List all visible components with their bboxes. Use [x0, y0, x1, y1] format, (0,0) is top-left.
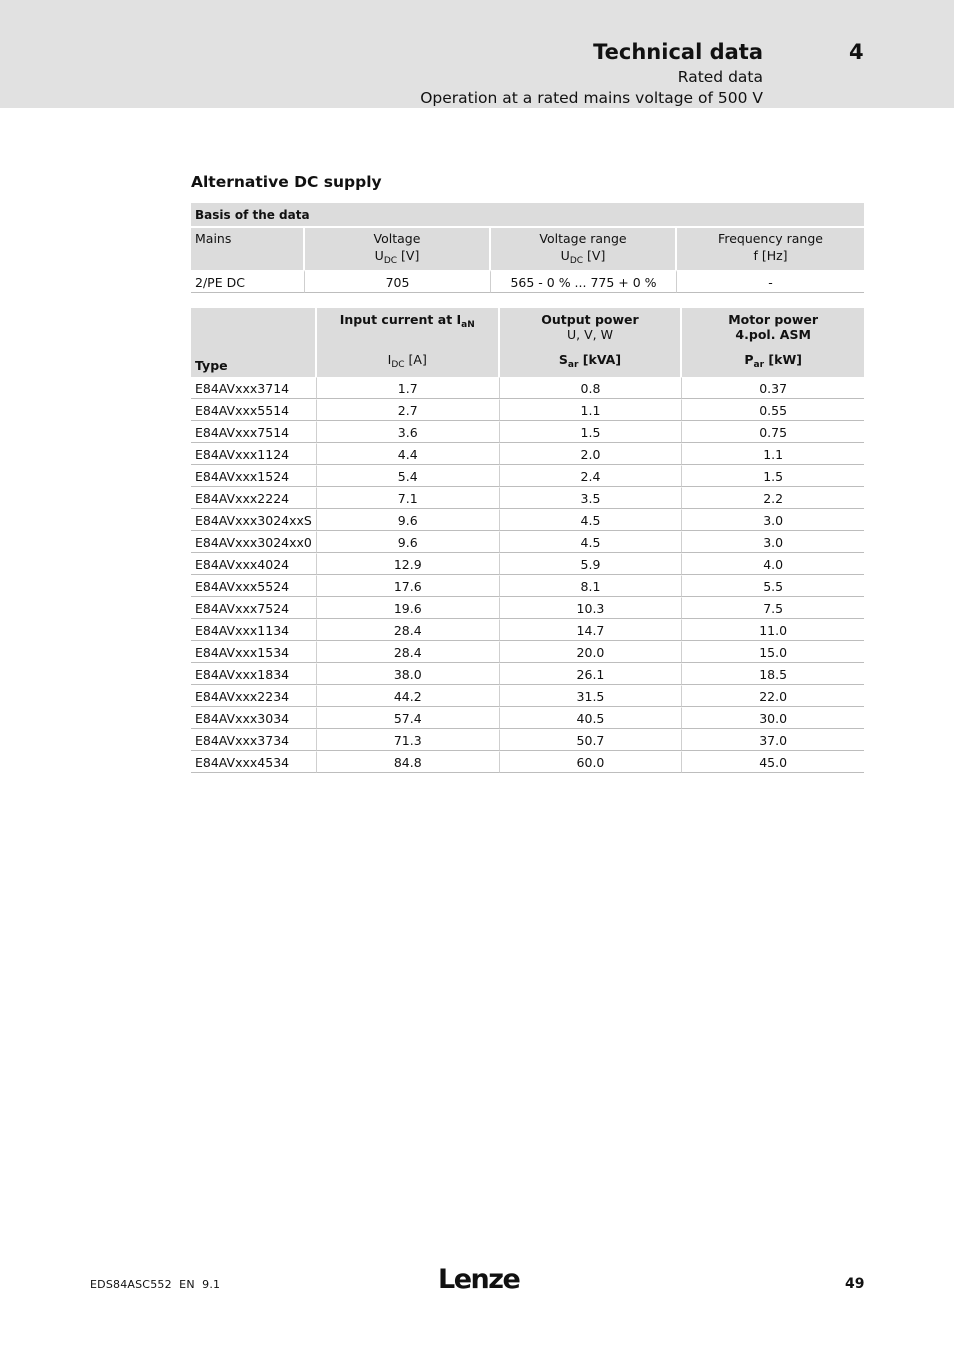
cell-output-power: 10.3 [500, 597, 683, 619]
cell-output-power: 50.7 [500, 729, 683, 751]
page-number: 49 [845, 1276, 865, 1292]
basis-cell-voltage: 705 [305, 270, 491, 293]
basis-cell-voltage-range: 565 - 0 % ... 775 + 0 % [491, 270, 677, 293]
cell-type: E84AVxxx4534 [191, 751, 317, 773]
table-row [191, 531, 864, 553]
cell-input-current: 28.4 [317, 619, 500, 641]
cell-motor-power: 37.0 [682, 729, 864, 751]
cell-type: E84AVxxx3024xx0 [191, 531, 317, 553]
header-type: Type [191, 308, 317, 377]
cell-output-power: 8.1 [500, 575, 683, 597]
cell-type: E84AVxxx3734 [191, 729, 317, 751]
table-row [191, 465, 864, 487]
table-row [191, 597, 864, 619]
cell-output-power: 2.0 [500, 443, 683, 465]
basis-cell-mains: 2/PE DC [191, 270, 305, 293]
cell-motor-power: 3.0 [682, 531, 864, 553]
cell-input-current: 38.0 [317, 663, 500, 685]
cell-type: E84AVxxx1524 [191, 465, 317, 487]
cell-input-current: 12.9 [317, 553, 500, 575]
cell-type: E84AVxxx3034 [191, 707, 317, 729]
table-row [191, 399, 864, 421]
cell-type: E84AVxxx3024xxS [191, 509, 317, 531]
cell-output-power: 1.5 [500, 421, 683, 443]
chapter-title: Technical data [593, 40, 763, 64]
table-row [191, 663, 864, 685]
cell-motor-power: 22.0 [682, 685, 864, 707]
cell-input-current: 1.7 [317, 377, 500, 399]
header-output-power: Output power U, V, W [500, 308, 683, 352]
cell-type: E84AVxxx2234 [191, 685, 317, 707]
cell-type: E84AVxxx5514 [191, 399, 317, 421]
section-heading: Alternative DC supply [191, 173, 382, 191]
header-motor-unit: $P_{ar}$ [kW] [682, 352, 864, 377]
table-row [191, 619, 864, 641]
cell-output-power: 20.0 [500, 641, 683, 663]
cell-type: E84AVxxx1124 [191, 443, 317, 465]
cell-output-power: 40.5 [500, 707, 683, 729]
cell-input-current: 28.4 [317, 641, 500, 663]
cell-type: E84AVxxx7514 [191, 421, 317, 443]
cell-input-current: 19.6 [317, 597, 500, 619]
cell-output-power: 5.9 [500, 553, 683, 575]
type-data-table [191, 308, 864, 773]
subtitle-rated-data: Rated data [677, 68, 763, 86]
chapter-number: 4 [849, 40, 864, 64]
cell-motor-power: 15.0 [682, 641, 864, 663]
cell-output-power: 2.4 [500, 465, 683, 487]
cell-input-current: 2.7 [317, 399, 500, 421]
table-row [191, 751, 864, 773]
table-row [191, 487, 864, 509]
table-row [191, 685, 864, 707]
cell-output-power: 26.1 [500, 663, 683, 685]
lenze-logo: Lenze [438, 1264, 520, 1295]
cell-motor-power: 1.5 [682, 465, 864, 487]
cell-output-power: 31.5 [500, 685, 683, 707]
basis-header-voltage: Voltage $U_{DC}$ [V] [305, 228, 491, 270]
cell-input-current: 7.1 [317, 487, 500, 509]
cell-motor-power: 0.75 [682, 421, 864, 443]
basis-data-row [191, 270, 864, 293]
cell-input-current: 44.2 [317, 685, 500, 707]
table-row [191, 575, 864, 597]
cell-type: E84AVxxx5524 [191, 575, 317, 597]
header-input-current: Input current at $I_{aN}$ [317, 308, 500, 352]
table-row [191, 641, 864, 663]
cell-motor-power: 2.2 [682, 487, 864, 509]
cell-input-current: 17.6 [317, 575, 500, 597]
header-motor-power: Motor power 4.pol. ASM [682, 308, 864, 352]
header-output-unit: $S_{ar}$ [kVA] [500, 352, 683, 377]
cell-type: E84AVxxx1134 [191, 619, 317, 641]
table-row [191, 707, 864, 729]
basis-header-voltage-range: Voltage range $U_{DC}$ [V] [491, 228, 677, 270]
basis-table [191, 203, 864, 293]
table-row [191, 421, 864, 443]
cell-input-current: 4.4 [317, 443, 500, 465]
cell-motor-power: 4.0 [682, 553, 864, 575]
cell-output-power: 3.5 [500, 487, 683, 509]
cell-output-power: 1.1 [500, 399, 683, 421]
cell-type: E84AVxxx4024 [191, 553, 317, 575]
basis-header-mains: Mains [191, 228, 305, 270]
cell-input-current: 9.6 [317, 531, 500, 553]
basis-header-frequency-range: Frequency range f [Hz] [677, 228, 864, 270]
table-row [191, 443, 864, 465]
cell-output-power: 0.8 [500, 377, 683, 399]
table-row [191, 509, 864, 531]
cell-motor-power: 18.5 [682, 663, 864, 685]
cell-motor-power: 5.5 [682, 575, 864, 597]
cell-output-power: 4.5 [500, 509, 683, 531]
cell-input-current: 5.4 [317, 465, 500, 487]
cell-motor-power: 1.1 [682, 443, 864, 465]
cell-output-power: 14.7 [500, 619, 683, 641]
basis-cell-frequency-range: - [677, 270, 864, 293]
cell-motor-power: 7.5 [682, 597, 864, 619]
cell-input-current: 57.4 [317, 707, 500, 729]
cell-input-current: 9.6 [317, 509, 500, 531]
cell-input-current: 3.6 [317, 421, 500, 443]
cell-type: E84AVxxx7524 [191, 597, 317, 619]
cell-motor-power: 11.0 [682, 619, 864, 641]
cell-output-power: 4.5 [500, 531, 683, 553]
cell-type: E84AVxxx1834 [191, 663, 317, 685]
cell-motor-power: 0.55 [682, 399, 864, 421]
table-row [191, 377, 864, 399]
document-code: EDS84ASC552 EN 9.1 [90, 1278, 221, 1291]
cell-output-power: 60.0 [500, 751, 683, 773]
cell-input-current: 71.3 [317, 729, 500, 751]
subtitle-operation: Operation at a rated mains voltage of 500 V [420, 89, 763, 107]
cell-motor-power: 30.0 [682, 707, 864, 729]
cell-motor-power: 45.0 [682, 751, 864, 773]
header-input-unit: $I_{DC}$ [A] [317, 352, 500, 377]
table-row [191, 553, 864, 575]
cell-type: E84AVxxx2224 [191, 487, 317, 509]
table-row [191, 729, 864, 751]
cell-input-current: 84.8 [317, 751, 500, 773]
basis-caption: Basis of the data [191, 203, 864, 228]
cell-motor-power: 3.0 [682, 509, 864, 531]
cell-type: E84AVxxx3714 [191, 377, 317, 399]
cell-motor-power: 0.37 [682, 377, 864, 399]
cell-type: E84AVxxx1534 [191, 641, 317, 663]
